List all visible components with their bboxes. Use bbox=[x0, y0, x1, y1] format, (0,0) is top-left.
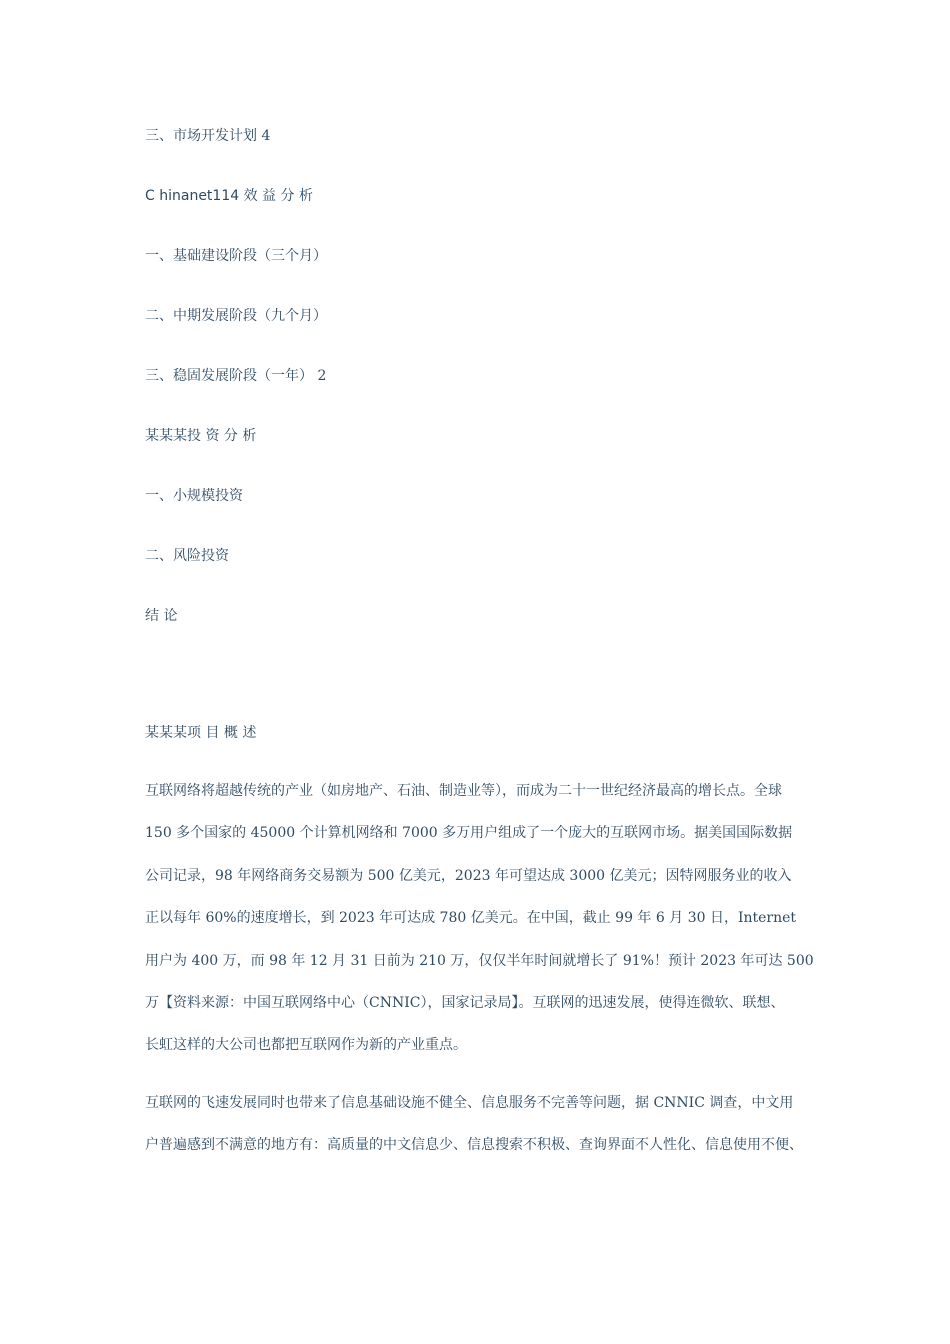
paragraph-line: 户普遍感到不满意的地方有：高质量的中文信息少、信息搜索不积极、查询界面不人性化、信息使用不便、 bbox=[145, 1137, 803, 1154]
paragraph-line: 万【资料来源：中国互联网络中心（CNNIC），国家记录局】。互联网的迅速发展，使得连微软、联想、 bbox=[145, 994, 785, 1011]
table-of-contents bbox=[145, 126, 825, 666]
toc-item-basic-construction: 一、基础建设阶段（三个月） bbox=[145, 248, 327, 264]
toc-item-risk-investment: 二、风险投资 bbox=[145, 548, 229, 564]
paragraph-line: 正以每年 60%的速度增长，到 2023 年可达成 780 亿美元。在中国，截止 99 年 6 月 30 日，Internet bbox=[145, 910, 797, 927]
section-title: 某某某项 目 概 述 bbox=[145, 725, 257, 741]
toc-item-stable-development: 三、稳固发展阶段（一年） 2 bbox=[145, 368, 327, 384]
toc-item-benefit-analysis: C hinanet114 效 益 分 析 bbox=[145, 188, 313, 204]
paragraph-line: 互联网的飞速发展同时也带来了信息基础设施不健全、信息服务不完善等问题，据 CNNIC 调查，中文用 bbox=[145, 1095, 794, 1111]
paragraph-line: 用户为 400 万，而 98 年 12 月 31 日前为 210 万，仅仅半年时间就增长了 91%！预计 2023 年可达 500 bbox=[145, 952, 814, 969]
paragraph-line: 公司记录，98 年网络商务交易额为 500 亿美元，2023 年可望达成 3000 亿美元；因特网服务业的收入 bbox=[145, 867, 792, 884]
toc-item-conclusion: 结 论 bbox=[145, 608, 178, 624]
toc-item-mid-development: 二、中期发展阶段（九个月） bbox=[145, 308, 327, 324]
body-paragraph-2 bbox=[145, 1082, 825, 1167]
toc-item-market-plan: 三、市场开发计划 4 bbox=[145, 128, 271, 144]
body-paragraph-1 bbox=[145, 770, 825, 1067]
toc-item-small-investment: 一、小规模投资 bbox=[145, 488, 243, 504]
paragraph-line: 互联网络将超越传统的产业（如房地产、石油、制造业等），而成为二十一世纪经济最高的增长点。全球 bbox=[145, 783, 782, 799]
toc-item-investment-analysis: 某某某投 资 分 析 bbox=[145, 428, 257, 444]
paragraph-line: 150 多个国家的 45000 个计算机网络和 7000 多万用户组成了一个庞大的互联网市场。据美国国际数据 bbox=[145, 825, 793, 842]
paragraph-line: 长虹这样的大公司也都把互联网作为新的产业重点。 bbox=[145, 1037, 467, 1054]
